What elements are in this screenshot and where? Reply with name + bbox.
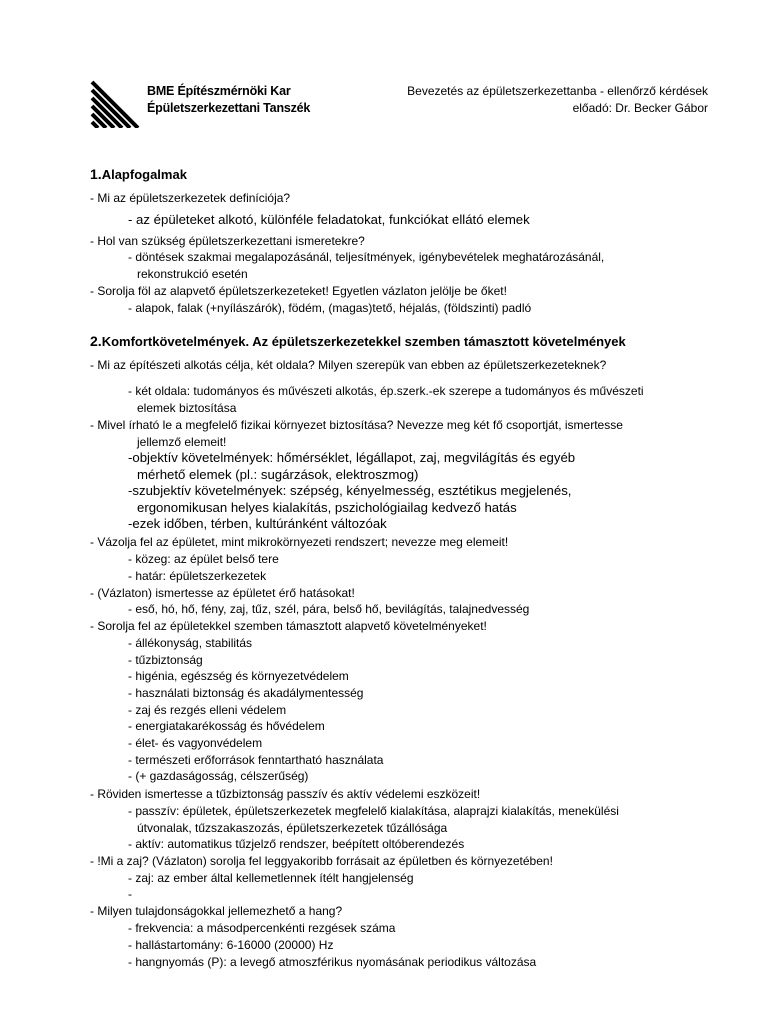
- lecturer: előadó: Dr. Becker Gábor: [572, 101, 708, 115]
- faculty-line: BME Építészmérnöki Kar: [147, 84, 291, 98]
- answer-line: - (+ gazdaságosság, célszerűség): [128, 769, 309, 783]
- section-1-title: [90, 166, 187, 182]
- answer-line: - energiatakarékosság és hővédelem: [128, 719, 325, 733]
- question-line: - Mi az építészeti alkotás célja, két oldala? Milyen szerepük van ebben az épületszerkezeteknek?: [90, 358, 607, 372]
- department-line: Épületszerkezettani Tanszék: [147, 101, 311, 115]
- answer-line: rekonstrukció esetén: [137, 267, 248, 281]
- answer-line: elemek biztosítása: [137, 401, 237, 415]
- answer-line: - aktív: automatikus tűzjelző rendszer, beépített oltóberendezés: [128, 837, 465, 851]
- answer-line: - alapok, falak (+nyílászárók), födém, (magas)tető, héjalás, (földszinti) padló: [128, 301, 532, 315]
- answer-line: - passzív: épületek, épületszerkezetek megfelelő kialakítása, alaprajzi kialakítás, menekülési: [128, 804, 619, 818]
- bme-logo-icon: [90, 78, 142, 128]
- section-heading: Alapfogalmak: [101, 167, 187, 182]
- section-number: 1.: [90, 166, 102, 182]
- answer-line: ergonomikusan helyes kialakítás, pszichológiailag kedvező hatás: [137, 500, 517, 515]
- answer-line: -objektív követelmények: hőmérséklet, légállapot, zaj, megvilágítás és egyéb: [128, 450, 576, 465]
- section-heading: Komfortkövetelmények. Az épületszerkezetekkel szemben támasztott követelmények: [101, 334, 626, 349]
- answer-line: - állékonyság, stabilitás: [128, 636, 253, 650]
- answer-line: - az épületeket alkotó, különféle feladatokat, funkciókat ellátó elemek: [128, 212, 530, 227]
- answer-line: -szubjektív követelmények: szépség, kényelmesség, esztétikus megjelenés,: [128, 483, 572, 498]
- question-line: - Sorolja föl az alapvető épületszerkezeteket! Egyetlen vázlaton jelölje be őket!: [90, 284, 507, 298]
- question-line: - (Vázlaton) ismertesse az épületet érő hatásokat!: [90, 586, 355, 600]
- question-line: jellemző elemeit!: [137, 435, 227, 449]
- answer-line: -: [128, 887, 132, 901]
- answer-line: - hangnyomás (P): a levegő atmoszférikus nyomásának periodikus változása: [128, 955, 537, 969]
- question-line: - Röviden ismertesse a tűzbiztonság passzív és aktív védelemi eszközeit!: [90, 787, 481, 801]
- answer-line: - két oldala: tudományos és művészeti alkotás, ép.szerk.-ek szerepe a tudományos és művészeti: [128, 384, 644, 398]
- question-line: - Mivel írható le a megfelelő fizikai környezet biztosítása? Nevezze meg két fő csoportját, ismertesse: [90, 418, 623, 432]
- section-2-title: [90, 333, 626, 349]
- question-line: - Sorolja fel az épületekkel szemben támasztott alapvető követelményeket!: [90, 619, 487, 633]
- department-name: [147, 83, 310, 117]
- answer-line: - eső, hó, hő, fény, zaj, tűz, szél, pára, belső hő, bevilágítás, talajnedvesség: [128, 602, 530, 616]
- answer-line: - zaj és rezgés elleni védelem: [128, 703, 287, 717]
- answer-line: - higénia, egészség és környezetvédelem: [128, 669, 349, 683]
- answer-line: útvonalak, tűzszakaszozás, épületszerkezetek tűzállósága: [137, 821, 448, 835]
- question-line: - Vázolja fel az épületet, mint mikrokörnyezeti rendszert; nevezze meg elemeit!: [90, 535, 509, 549]
- course-title: Bevezetés az épületszerkezettanba - ellenőrző kérdések: [407, 84, 708, 98]
- question-line: - Mi az épületszerkezetek definíciója?: [90, 191, 291, 205]
- question-line: - Milyen tulajdonságokkal jellemezhető a hang?: [90, 904, 343, 918]
- answer-line: - határ: épületszerkezetek: [128, 569, 267, 583]
- answer-line: - zaj: az ember által kellemetlennek ítélt hangjelenség: [128, 871, 414, 885]
- question-line: - !Mi a zaj? (Vázlaton) sorolja fel leggyakoribb forrásait az épületben és környezetében!: [90, 854, 553, 868]
- answer-line: mérhető elemek (pl.: sugárzások, elektroszmog): [137, 467, 419, 482]
- question-line: - Hol van szükség épületszerkezettani ismeretekre?: [90, 234, 365, 248]
- answer-line: - döntések szakmai megalapozásánál, teljesítmények, igénybevételek meghatározásánál,: [128, 250, 605, 264]
- answer-line: -ezek időben, térben, kultúránként változóak: [128, 516, 387, 531]
- answer-line: - frekvencia: a másodpercenkénti rezgések száma: [128, 921, 396, 935]
- answer-line: - tűzbiztonság: [128, 653, 203, 667]
- answer-line: - közeg: az épület belső tere: [128, 552, 279, 566]
- answer-line: - hallástartomány: 6-16000 (20000) Hz: [128, 938, 334, 952]
- answer-line: - élet- és vagyonvédelem: [128, 736, 263, 750]
- section-number: 2.: [90, 333, 102, 349]
- answer-line: - természeti erőforrások fenntartható használata: [128, 753, 384, 767]
- course-info: [407, 83, 708, 117]
- page-header: [90, 78, 708, 128]
- answer-line: - használati biztonság és akadálymentesség: [128, 686, 364, 700]
